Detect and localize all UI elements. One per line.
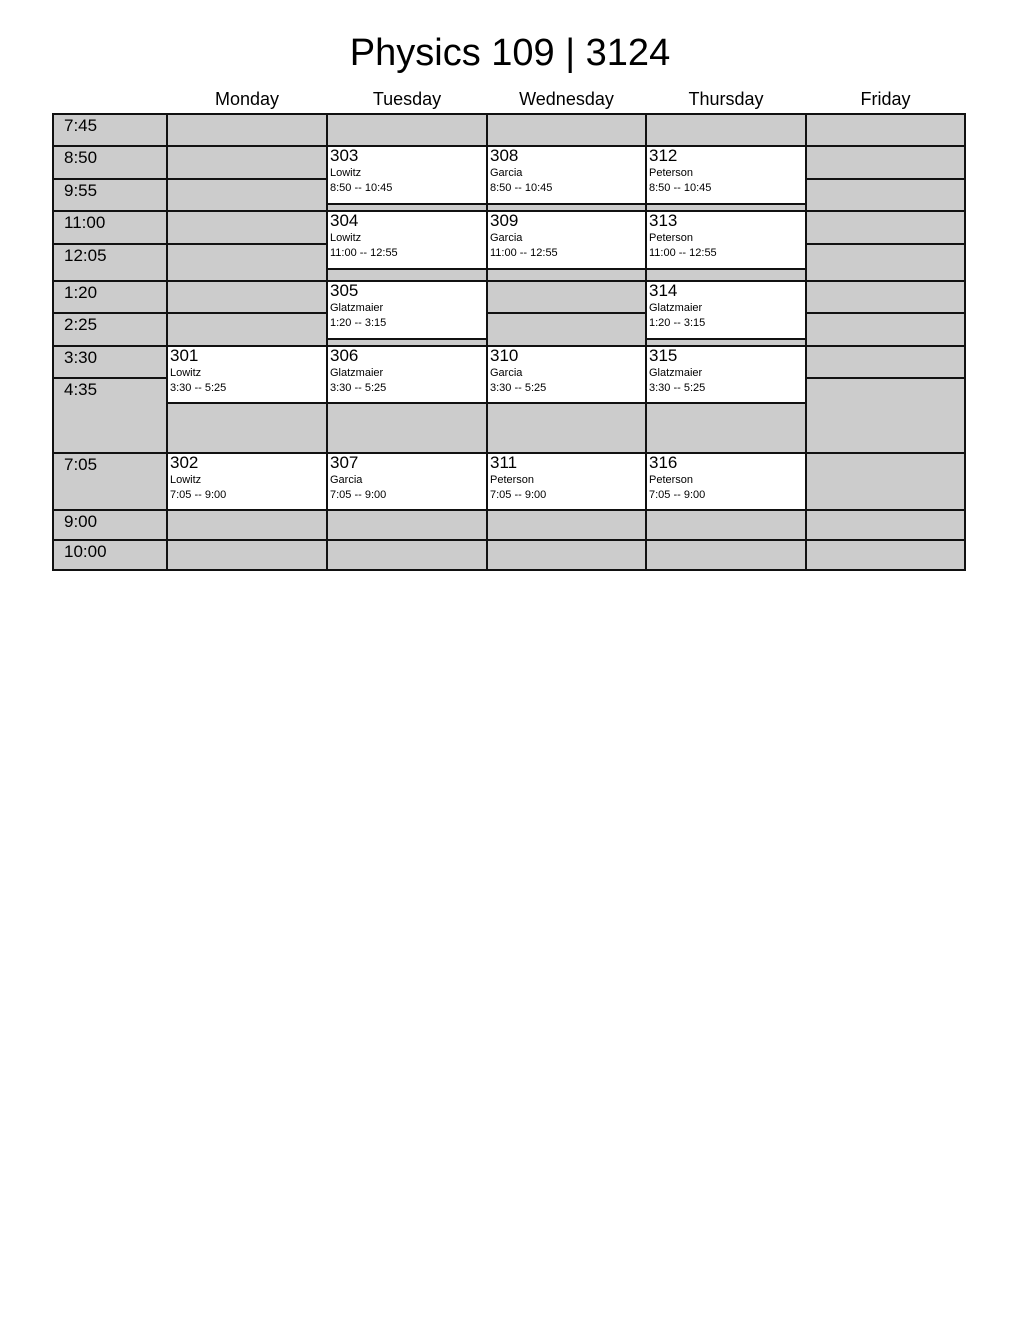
section-number: 308 [490,146,519,165]
section-number: 310 [490,346,519,365]
empty-slot [166,280,328,314]
empty-slot [166,509,328,541]
section-block-305[interactable] [326,280,488,340]
instructor-name: Lowitz [170,474,202,486]
empty-slot [486,509,647,541]
empty-slot [326,539,488,571]
empty-slot [486,539,647,571]
empty-slot [486,402,647,454]
section-time: 11:00 -- 12:55 [649,247,717,259]
section-number: 303 [330,146,359,165]
section-time: 11:00 -- 12:55 [330,247,398,259]
day-header-thursday: Thursday [688,89,764,109]
empty-slot [805,452,966,511]
section-block-308[interactable] [486,145,647,205]
instructor-name: Glatzmaier [649,367,703,379]
section-number: 315 [649,346,678,365]
empty-slot [805,509,966,541]
day-header-wednesday: Wednesday [519,89,614,109]
section-number: 301 [170,346,199,365]
section-block-312[interactable] [645,145,807,205]
section-block-314[interactable] [645,280,807,340]
empty-slot [645,113,807,147]
empty-slot [166,178,328,212]
instructor-name: Garcia [330,474,363,486]
section-number: 316 [649,453,678,472]
instructor-name: Peterson [649,232,694,244]
empty-slot [805,243,966,282]
section-number: 305 [330,281,359,300]
section-time: 1:20 -- 3:15 [330,317,387,329]
empty-slot [805,178,966,212]
empty-slot [645,509,807,541]
section-block-304[interactable] [326,210,488,270]
section-time: 3:30 -- 5:25 [170,382,227,394]
instructor-name: Lowitz [330,232,362,244]
empty-slot [805,539,966,571]
time-slot-label: 10:00 [52,539,168,571]
time-slot-label: 12:05 [52,243,168,282]
empty-slot [166,539,328,571]
empty-slot [805,145,966,180]
page-title: Physics 109 | 3124 [349,32,671,74]
time-slot-label: 9:00 [52,509,168,541]
section-block-301[interactable] [166,345,328,404]
section-time: 3:30 -- 5:25 [649,382,706,394]
section-time: 3:30 -- 5:25 [330,382,387,394]
section-block-306[interactable] [326,345,488,404]
empty-slot [326,113,488,147]
empty-slot [805,345,966,379]
empty-slot [486,280,647,314]
day-header-friday: Friday [860,89,911,109]
instructor-name: Lowitz [330,167,362,179]
instructor-name: Garcia [490,367,523,379]
time-slot-label: 2:25 [52,312,168,347]
instructor-name: Garcia [490,232,523,244]
section-time: 11:00 -- 12:55 [490,247,558,259]
time-slot-label: 7:05 [52,452,168,511]
section-block-303[interactable] [326,145,488,205]
empty-slot [805,312,966,347]
instructor-name: Lowitz [170,367,202,379]
instructor-name: Peterson [490,474,535,486]
time-slot-label: 4:35 [52,377,168,454]
section-number: 307 [330,453,359,472]
time-slot-label: 8:50 [52,145,168,180]
section-block-310[interactable] [486,345,647,404]
time-slot-label: 11:00 [52,210,168,245]
section-time: 7:05 -- 9:00 [330,489,387,501]
section-number: 314 [649,281,678,300]
section-block-315[interactable] [645,345,807,404]
section-block-309[interactable] [486,210,647,270]
empty-slot [486,312,647,347]
empty-slot [166,145,328,180]
empty-slot [166,402,328,454]
instructor-name: Garcia [490,167,523,179]
section-time: 7:05 -- 9:00 [649,489,706,501]
instructor-name: Glatzmaier [330,367,384,379]
instructor-name: Peterson [649,167,694,179]
section-time: 7:05 -- 9:00 [170,489,227,501]
section-block-313[interactable] [645,210,807,270]
empty-slot [166,243,328,282]
instructor-name: Peterson [649,474,694,486]
section-time: 7:05 -- 9:00 [490,489,547,501]
section-block-316[interactable] [645,452,807,511]
section-block-307[interactable] [326,452,488,511]
empty-slot [805,377,966,454]
time-slot-label: 7:45 [52,113,168,147]
empty-slot [805,113,966,147]
day-header-monday: Monday [214,89,280,109]
section-time: 8:50 -- 10:45 [490,182,553,194]
day-header-tuesday: Tuesday [372,89,442,109]
empty-slot [486,113,647,147]
section-number: 304 [330,211,359,230]
instructor-name: Glatzmaier [330,302,384,314]
empty-slot [326,402,488,454]
section-number: 312 [649,146,678,165]
section-time: 8:50 -- 10:45 [649,182,712,194]
section-number: 306 [330,346,359,365]
time-slot-label: 3:30 [52,345,168,379]
empty-slot [645,402,807,454]
empty-slot [645,539,807,571]
section-block-311[interactable] [486,452,647,511]
empty-slot [166,113,328,147]
section-number: 302 [170,453,199,472]
empty-slot [166,210,328,245]
section-number: 309 [490,211,519,230]
empty-slot [326,509,488,541]
section-time: 8:50 -- 10:45 [330,182,393,194]
empty-slot [166,312,328,347]
time-slot-label: 9:55 [52,178,168,212]
section-block-302[interactable] [166,452,328,511]
time-slot-label: 1:20 [52,280,168,314]
section-number: 311 [490,453,518,472]
empty-slot [805,210,966,245]
section-number: 313 [649,211,678,230]
section-time: 3:30 -- 5:25 [490,382,547,394]
section-time: 1:20 -- 3:15 [649,317,706,329]
empty-slot [805,280,966,314]
instructor-name: Glatzmaier [649,302,703,314]
